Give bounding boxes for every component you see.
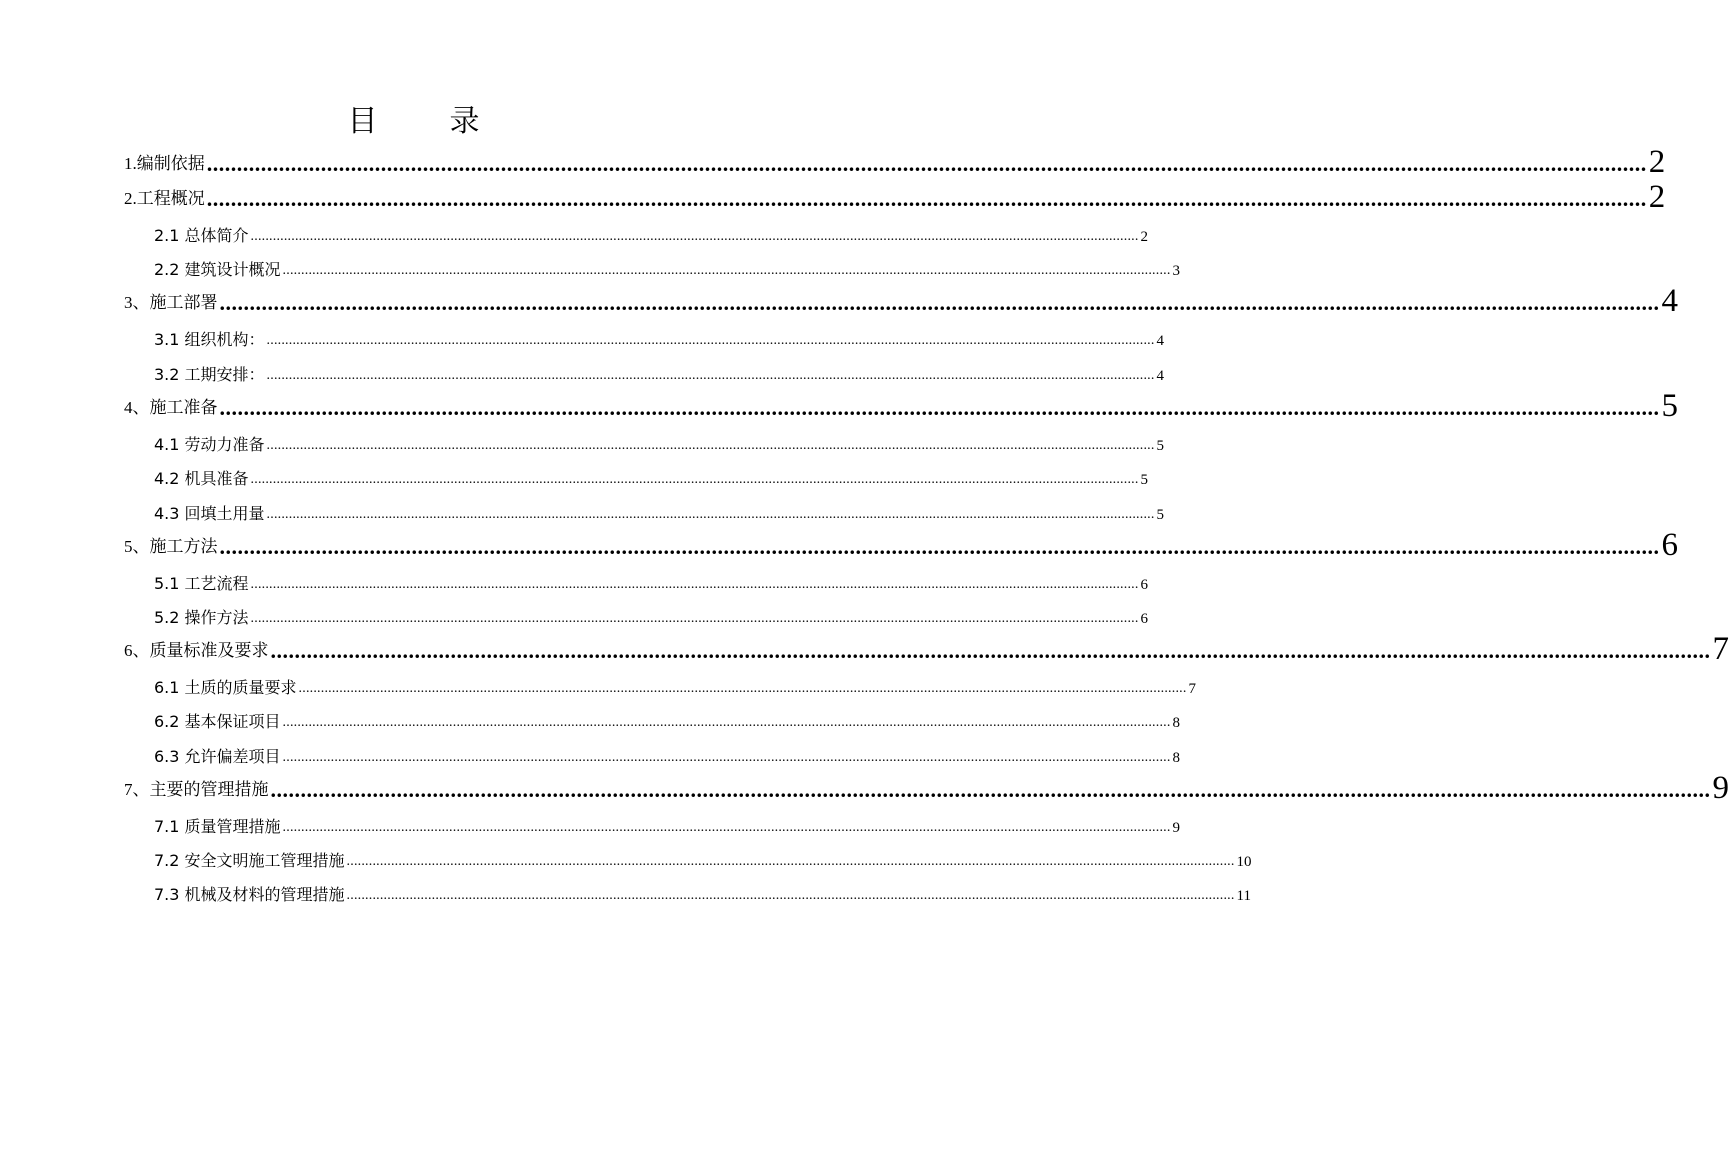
toc-entry-4[interactable] (124, 388, 1678, 424)
toc-entry-page: 9 (1712, 770, 1729, 806)
toc-entry-label: 2.工程概况 (124, 189, 205, 208)
toc-entry-label: 3.1 组织机构： (154, 330, 265, 349)
toc-title-part2: 录 (449, 104, 480, 139)
toc-entry-label: 4.3 回填土用量 (154, 504, 265, 523)
dot-leader: ................................................................................................................................................................................................................................................ (266, 438, 1155, 453)
toc-entry-page: 6 (1661, 527, 1678, 563)
toc-entry-page: 3 (1172, 263, 1181, 279)
toc-entry-6-2[interactable] (154, 708, 1181, 734)
toc-entry-page: 2 (1140, 229, 1149, 245)
dot-leader: ................................................................................................................................................................................................................................................ (266, 507, 1155, 522)
toc-entry-label: 3、施工部署 (124, 293, 218, 312)
toc-entry-page: 2 (1648, 179, 1666, 215)
toc-entry-label: 2.2 建筑设计概况 (154, 260, 281, 279)
dot-leader: ................................................................................................................................................................................................................................................ (250, 472, 1139, 487)
toc-entry-2[interactable] (124, 179, 1666, 215)
toc-entry-label: 4.1 劳动力准备 (154, 435, 265, 454)
toc-entry-label: 5、施工方法 (124, 537, 218, 556)
toc-entry-label: 6.1 土质的质量要求 (154, 678, 297, 697)
toc-entry-7-2[interactable] (154, 847, 1252, 873)
toc-entry-page: 4 (1156, 368, 1165, 384)
toc-entry-1[interactable] (124, 144, 1666, 180)
toc-entry-label: 7.2 安全文明施工管理措施 (154, 851, 345, 870)
dot-leader: ................................................................................................................................................................................................................................................ (219, 395, 1660, 420)
toc-entry-page: 10 (1236, 854, 1252, 870)
toc-entry-page: 5 (1156, 507, 1165, 523)
toc-entry-label: 7.1 质量管理措施 (154, 817, 281, 836)
toc-entry-label: 2.1 总体简介 (154, 226, 249, 245)
toc-entry-2-2[interactable] (154, 256, 1181, 282)
toc-entry-7-3[interactable] (154, 881, 1251, 907)
toc-entry-page: 4 (1156, 333, 1165, 349)
dot-leader: ................................................................................................................................................................................................................................................ (266, 368, 1155, 383)
toc-entry-5-1[interactable] (154, 570, 1149, 596)
dot-leader: ................................................................................................................................................................................................................................................ (206, 151, 1647, 176)
dot-leader: ................................................................................................................................................................................................................................................ (250, 229, 1139, 244)
dot-leader: ................................................................................................................................................................................................................................................ (282, 750, 1171, 765)
toc-entry-label: 7.3 机械及材料的管理措施 (154, 885, 345, 904)
toc-entry-5[interactable] (124, 527, 1678, 563)
dot-leader: ................................................................................................................................................................................................................................................ (250, 577, 1139, 592)
toc-entry-label: 7、主要的管理措施 (124, 780, 269, 799)
toc-entry-label: 6、质量标准及要求 (124, 641, 269, 660)
toc-entry-label: 5.2 操作方法 (154, 608, 249, 627)
toc-entry-4-3[interactable] (154, 500, 1165, 526)
toc-entry-label: 6.3 允许偏差项目 (154, 747, 281, 766)
toc-entry-page: 5 (1661, 388, 1678, 424)
dot-leader: ................................................................................................................................................................................................................................................ (282, 263, 1171, 278)
dot-leader: ................................................................................................................................................................................................................................................ (206, 186, 1647, 211)
toc-entry-6-1[interactable] (154, 674, 1197, 700)
toc-entry-4-2[interactable] (154, 465, 1149, 491)
toc-entry-label: 3.2 工期安排： (154, 365, 265, 384)
toc-entry-label: 4.2 机具准备 (154, 469, 249, 488)
toc-entry-page: 8 (1172, 715, 1181, 731)
toc-entry-page: 2 (1648, 144, 1666, 180)
toc-entry-7[interactable] (124, 770, 1729, 806)
toc-entry-3[interactable] (124, 283, 1678, 319)
toc-entry-page: 11 (1236, 888, 1251, 904)
toc-entry-page: 7 (1712, 631, 1729, 667)
toc-entry-page: 6 (1140, 611, 1149, 627)
dot-leader: ................................................................................................................................................................................................................................................ (346, 854, 1235, 869)
dot-leader: ................................................................................................................................................................................................................................................ (266, 333, 1155, 348)
toc-entry-3-2[interactable] (154, 361, 1165, 387)
toc-entry-label: 1.编制依据 (124, 154, 205, 173)
toc-entry-page: 5 (1140, 472, 1149, 488)
toc-entry-3-1[interactable] (154, 326, 1165, 352)
toc-entry-page: 6 (1140, 577, 1149, 593)
toc-entry-4-1[interactable] (154, 431, 1165, 457)
toc-entry-6-3[interactable] (154, 743, 1181, 769)
dot-leader: ................................................................................................................................................................................................................................................ (282, 820, 1171, 835)
dot-leader: ................................................................................................................................................................................................................................................ (250, 611, 1139, 626)
toc-title-part1: 目 (347, 104, 378, 139)
toc-entry-label: 6.2 基本保证项目 (154, 712, 281, 731)
dot-leader: ................................................................................................................................................................................................................................................ (270, 777, 1711, 802)
toc-entry-7-1[interactable] (154, 813, 1181, 839)
dot-leader: ................................................................................................................................................................................................................................................ (270, 638, 1711, 663)
dot-leader: ................................................................................................................................................................................................................................................ (298, 681, 1187, 696)
toc-entry-label: 4、施工准备 (124, 398, 218, 417)
toc-entry-page: 5 (1156, 438, 1165, 454)
toc-entry-page: 8 (1172, 750, 1181, 766)
dot-leader: ................................................................................................................................................................................................................................................ (282, 715, 1171, 730)
toc-entry-5-2[interactable] (154, 604, 1149, 630)
toc-entry-label: 5.1 工艺流程 (154, 574, 249, 593)
toc-entry-page: 7 (1188, 681, 1197, 697)
toc-entry-2-1[interactable] (154, 222, 1149, 248)
dot-leader: ................................................................................................................................................................................................................................................ (219, 534, 1660, 559)
toc-entry-6[interactable] (124, 631, 1729, 667)
toc-entry-page: 4 (1661, 283, 1678, 319)
toc-entry-page: 9 (1172, 820, 1181, 836)
dot-leader: ................................................................................................................................................................................................................................................ (219, 290, 1660, 315)
dot-leader: ................................................................................................................................................................................................................................................ (346, 888, 1235, 903)
